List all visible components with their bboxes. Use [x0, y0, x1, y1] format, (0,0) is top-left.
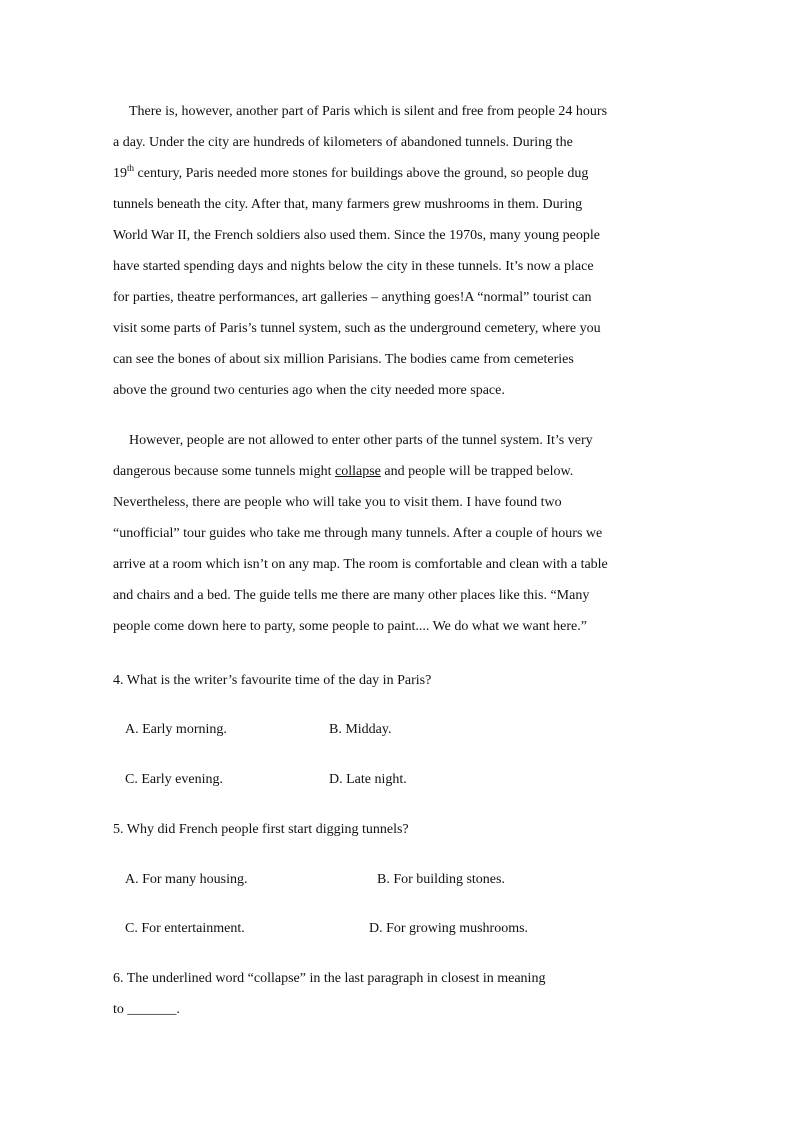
question-4-stem: 4. What is the writer’s favourite time of the day in Paris?	[113, 673, 432, 688]
paragraph-line: Nevertheless, there are people who will take you to visit them. I have found two	[113, 495, 562, 510]
question-5-option-d[interactable]: D. For growing mushrooms.	[369, 921, 529, 936]
paragraph-line: However, people are not allowed to enter other parts of the tunnel system. It’s very	[129, 433, 593, 448]
century-number: 19	[113, 166, 127, 181]
paragraph-line: above the ground two centuries ago when the city needed more space.	[113, 383, 505, 398]
question-4-option-d[interactable]: D. Late night.	[329, 772, 407, 787]
paragraph-line: tunnels beneath the city. After that, many farmers grew mushrooms in them. During	[113, 197, 583, 212]
paragraph-line: “unofficial” tour guides who take me through many tunnels. After a couple of hours we	[113, 526, 603, 541]
passage-paragraph-2	[113, 425, 683, 642]
paragraph-line: There is, however, another part of Paris which is silent and free from people 24 hours	[129, 104, 608, 119]
paragraph-line	[113, 158, 683, 189]
paragraph-line: visit some parts of Paris’s tunnel system, such as the underground cemetery, where you	[113, 321, 601, 336]
paragraph-line	[113, 456, 683, 487]
passage-paragraph-1	[113, 96, 683, 406]
question-4-option-c[interactable]: C. Early evening.	[125, 772, 223, 787]
paragraph-line: can see the bones of about six million Parisians. The bodies came from cemeteries	[113, 352, 574, 367]
underlined-word: collapse	[335, 464, 381, 479]
question-6-stem: 6. The underlined word “collapse” in the last paragraph in closest in meaning	[113, 971, 546, 986]
question-5-option-a[interactable]: A. For many housing.	[125, 872, 248, 887]
question-6-stem-continued: to _______.	[113, 1002, 180, 1017]
question-5-option-c[interactable]: C. For entertainment.	[125, 921, 245, 936]
paragraph-line: a day. Under the city are hundreds of kilometers of abandoned tunnels. During the	[113, 135, 573, 150]
paragraph-line: for parties, theatre performances, art galleries – anything goes!A “normal” tourist can	[113, 290, 592, 305]
reading-passage	[113, 96, 683, 642]
question-5-option-b[interactable]: B. For building stones.	[377, 872, 505, 887]
paragraph-line: World War II, the French soldiers also used them. Since the 1970s, many young people	[113, 228, 600, 243]
paragraph-line-text: century, Paris needed more stones for buildings above the ground, so people dug	[134, 166, 589, 181]
question-5-stem: 5. Why did French people first start digging tunnels?	[113, 822, 409, 837]
ordinal-suffix: th	[127, 163, 135, 173]
paragraph-line: people come down here to party, some people to paint.... We do what we want here.”	[113, 619, 587, 634]
paragraph-line-text: dangerous because some tunnels might	[113, 464, 336, 479]
paragraph-line: and chairs and a bed. The guide tells me there are many other places like this. “Many	[113, 588, 590, 603]
paragraph-line: have started spending days and nights below the city in these tunnels. It’s now a place	[113, 259, 594, 274]
question-4-option-b[interactable]: B. Midday.	[329, 722, 392, 737]
paragraph-line-text: and people will be trapped below.	[380, 464, 574, 479]
paragraph-line: arrive at a room which isn’t on any map. The room is comfortable and clean with a table	[113, 557, 608, 572]
question-4-option-a[interactable]: A. Early morning.	[125, 722, 227, 737]
